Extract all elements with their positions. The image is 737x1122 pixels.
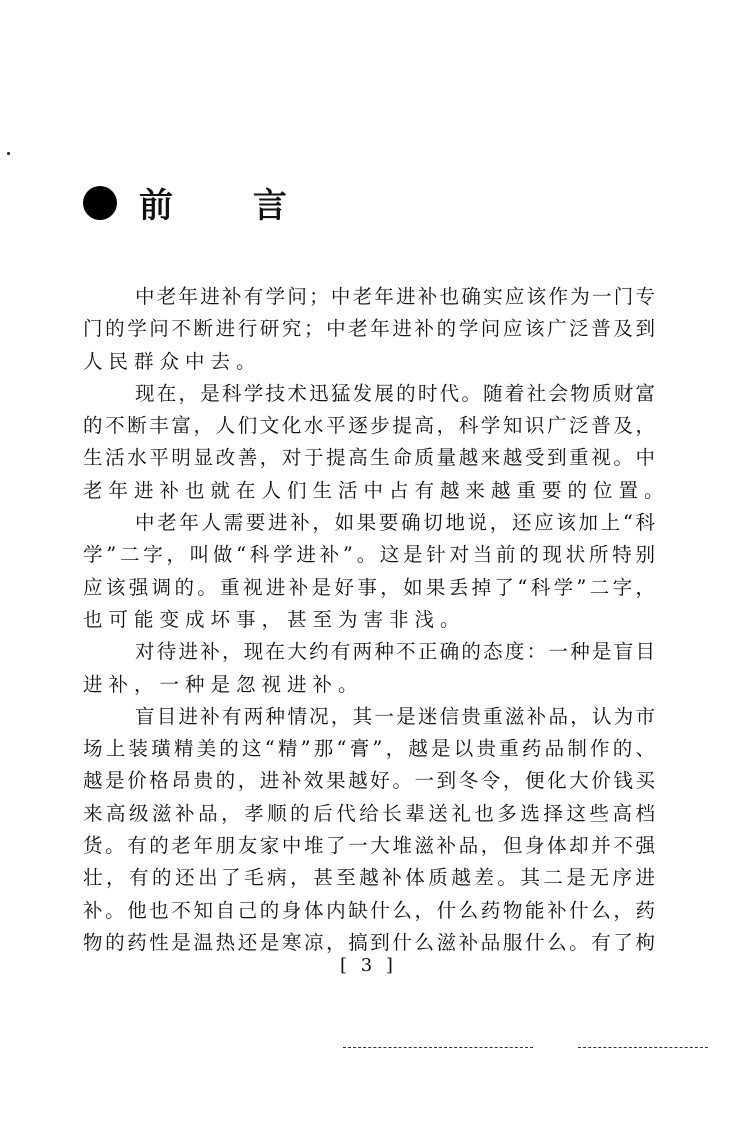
text-line: 人民群众中去。 [83, 349, 262, 373]
heading-title: 前 言 [139, 186, 321, 226]
text-line: 越是价格昂贵的，进补效果越好。一到冬令，便化大价钱买 [83, 769, 655, 793]
text-line: 中老年人需要进补，如果要确切地说，还应该加上“科 [135, 511, 655, 535]
text-line: 现在，是科学技术迅猛发展的时代。随着社会物质财富 [135, 381, 655, 405]
text-line: 也可能变成坏事，甚至为害非浅。 [83, 607, 466, 631]
text-line: 中老年进补有学问；中老年进补也确实应该作为一门专 [135, 285, 655, 308]
text-line: 应该强调的。重视进补是好事，如果丢掉了“科学”二字， [83, 575, 655, 599]
footer-rule [578, 1047, 708, 1049]
text-line: 来高级滋补品，孝顺的后代给长辈送礼也多选择这些高档 [83, 801, 655, 825]
text-line: 生活水平明显改善，对于提高生命质量越来越受到重视。中 [83, 446, 655, 470]
text-line: 物的药性是温热还是寒凉，搞到什么滋补品服什么。有了枸 [83, 930, 655, 954]
text-line: 学”二字，叫做“科学进补”。这是针对当前的现状所特别 [83, 543, 655, 567]
heading-bullet-icon [83, 186, 117, 220]
text-line: 壮，有的还出了毛病，甚至越补体质越差。其二是无序进 [83, 866, 655, 890]
text-line: 对待进补，现在大约有两种不正确的态度：一种是盲目 [135, 640, 655, 664]
page-number: [ 3 ] [340, 955, 397, 976]
text-line: 场上装璜精美的这“精”那“膏”，越是以贵重药品制作的、 [83, 737, 655, 761]
text-line: 老年进补也就在人们生活中占有越来越重要的位置。 [83, 478, 670, 502]
text-line: 进补，一种是忽视进补。 [83, 672, 364, 696]
section-heading [83, 178, 321, 227]
body-text [83, 281, 670, 959]
text-line: 盲目进补有两种情况，其一是迷信贵重滋补品，认为市 [135, 704, 655, 728]
text-line: 门的学问不断进行研究；中老年进补的学问应该广泛普及到 [83, 317, 655, 341]
text-line: 的不断丰富，人们文化水平逐步提高，科学知识广泛普及， [83, 414, 655, 438]
text-line: 货。有的老年朋友家中堆了一大堆滋补品，但身体却并不强 [83, 834, 655, 858]
footer-rule [343, 1047, 533, 1049]
text-line: 补。他也不知自己的身体内缺什么，什么药物能补什么，药 [83, 898, 655, 922]
scan-speck [7, 152, 10, 155]
